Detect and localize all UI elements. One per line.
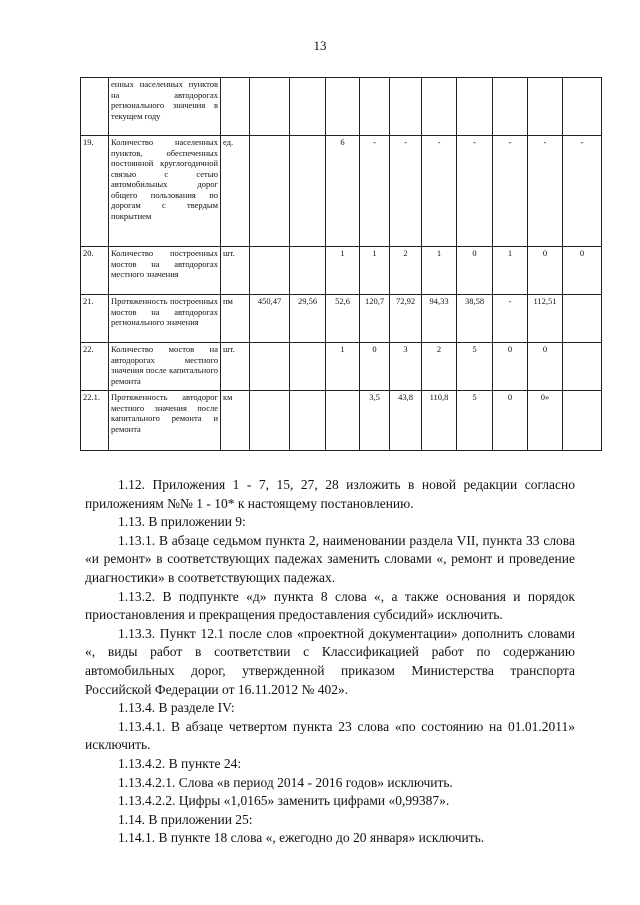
row-number [81, 78, 109, 136]
row-value: 3,5 [360, 391, 390, 451]
row-value [250, 343, 290, 391]
row-value [326, 78, 360, 136]
table-row [81, 295, 602, 343]
row-value [563, 78, 602, 136]
row-value: 38,58 [457, 295, 493, 343]
row-value: 43,8 [390, 391, 422, 451]
row-value: 0 [528, 247, 563, 295]
row-value: 120,7 [360, 295, 390, 343]
row-description: Протяженность построенных мостов на автодорогах регионального значения [109, 295, 221, 343]
row-value [493, 78, 528, 136]
paragraph: 1.13. В приложении 9: [118, 514, 246, 530]
row-value [290, 391, 326, 451]
row-value [290, 343, 326, 391]
document-body [85, 476, 575, 848]
paragraph: 1.14.1. В пункте 18 слова «, ежегодно до 20 января» исключить. [118, 830, 485, 846]
row-value: 1 [422, 247, 457, 295]
paragraph: 1.14. В приложении 25: [118, 811, 253, 827]
row-unit: ед. [221, 136, 250, 247]
paragraph: 1.13.4.2.2. Цифры «1,0165» заменить цифрами «0,99387». [118, 793, 450, 809]
row-value: 5 [457, 391, 493, 451]
row-value: 0» [528, 391, 563, 451]
row-value [563, 295, 602, 343]
row-value [290, 247, 326, 295]
row-description: Протяженность автодорог местного значения после капитального ремонта и ремонта [109, 391, 221, 451]
row-value [390, 78, 422, 136]
row-value: 0 [493, 391, 528, 451]
row-unit: пм [221, 295, 250, 343]
row-value [250, 136, 290, 247]
row-value: - [493, 295, 528, 343]
row-value: 450,47 [250, 295, 290, 343]
paragraph: 1.13.4. В разделе IV: [118, 700, 235, 716]
row-description: енных населенных пунктов на автодорогах регионального значения в текущем году [109, 78, 221, 136]
row-number: 22.1. [81, 391, 109, 451]
paragraph: 1.13.4.1. В абзаце четвертом пункта 23 слова «по состоянию на 01.01.2011» исключить. [85, 718, 575, 753]
table-row [81, 391, 602, 451]
row-value: 1 [360, 247, 390, 295]
row-number: 20. [81, 247, 109, 295]
page-number: 13 [313, 38, 327, 53]
paragraph: 1.13.4.2. В пункте 24: [118, 755, 242, 771]
table-row [81, 343, 602, 391]
row-value [563, 343, 602, 391]
row-unit [221, 78, 250, 136]
table-row [81, 78, 602, 136]
row-value [528, 78, 563, 136]
row-value [422, 78, 457, 136]
row-value [360, 78, 390, 136]
row-value: 0 [563, 247, 602, 295]
row-value: 2 [422, 343, 457, 391]
row-value: 0 [457, 247, 493, 295]
row-value: 2 [390, 247, 422, 295]
indicators-table [80, 77, 602, 451]
row-value: 72,92 [390, 295, 422, 343]
row-value: - [493, 136, 528, 247]
row-value [250, 391, 290, 451]
row-value: 1 [326, 247, 360, 295]
row-number: 21. [81, 295, 109, 343]
row-value: 3 [390, 343, 422, 391]
row-description: Количество мостов на автодорогах местного значения после капитального ремонта [109, 343, 221, 391]
row-value: 0 [360, 343, 390, 391]
row-value [326, 391, 360, 451]
row-value [290, 136, 326, 247]
row-value: 1 [326, 343, 360, 391]
row-description: Количество построенных мостов на автодорогах местного значения [109, 247, 221, 295]
paragraph: 1.13.1. В абзаце седьмом пункта 2, наименовании раздела VII, пункта 33 слова «и ремонт» в соответствующих падежах заменить словами «, ремонт и проведение диагностики» в соответствующих падежах. [85, 532, 575, 585]
row-number: 19. [81, 136, 109, 247]
paragraph: 1.13.4.2.1. Слова «в период 2014 - 2016 годов» исключить. [118, 774, 453, 790]
row-value [250, 247, 290, 295]
row-value: 6 [326, 136, 360, 247]
row-value: 52,6 [326, 295, 360, 343]
table-row [81, 136, 602, 247]
row-value [290, 78, 326, 136]
row-value: - [528, 136, 563, 247]
row-value: - [390, 136, 422, 247]
row-value: - [360, 136, 390, 247]
row-value: 29,56 [290, 295, 326, 343]
table-row [81, 247, 602, 295]
row-value: 0 [493, 343, 528, 391]
row-value [250, 78, 290, 136]
row-value: 110,8 [422, 391, 457, 451]
row-number: 22. [81, 343, 109, 391]
row-description: Количество населенных пунктов, обеспеченных постоянной круглогодичной связью с сетью автомобильных дорог общего пользования по дорогам с твердым покрытием [109, 136, 221, 247]
row-value: - [457, 136, 493, 247]
row-value: 112,51 [528, 295, 563, 343]
row-value: 5 [457, 343, 493, 391]
row-value [457, 78, 493, 136]
paragraph: 1.13.3. Пункт 12.1 после слов «проектной документации» дополнить словами «, виды работ в соответствии с Классификацией работ по содержанию автомобильных дорог, утвержденной приказом Министерства транспорта Российской Федерации от 16.11.2012 № 402». [85, 625, 575, 697]
paragraph: 1.12. Приложения 1 - 7, 15, 27, 28 изложить в новой редакции согласно приложениям №№ 1 - 10* к настоящему постановлению. [85, 477, 575, 511]
row-unit: шт. [221, 247, 250, 295]
row-value: 0 [528, 343, 563, 391]
row-value: 1 [493, 247, 528, 295]
row-value [563, 391, 602, 451]
row-value: 94,33 [422, 295, 457, 343]
row-value: - [422, 136, 457, 247]
row-value: - [563, 136, 602, 247]
row-unit: шт. [221, 343, 250, 391]
row-unit: км [221, 391, 250, 451]
paragraph: 1.13.2. В подпункте «д» пункта 8 слова «, а также основания и порядок приостановления и прекращения предоставления субсидий» исключить. [85, 588, 575, 623]
